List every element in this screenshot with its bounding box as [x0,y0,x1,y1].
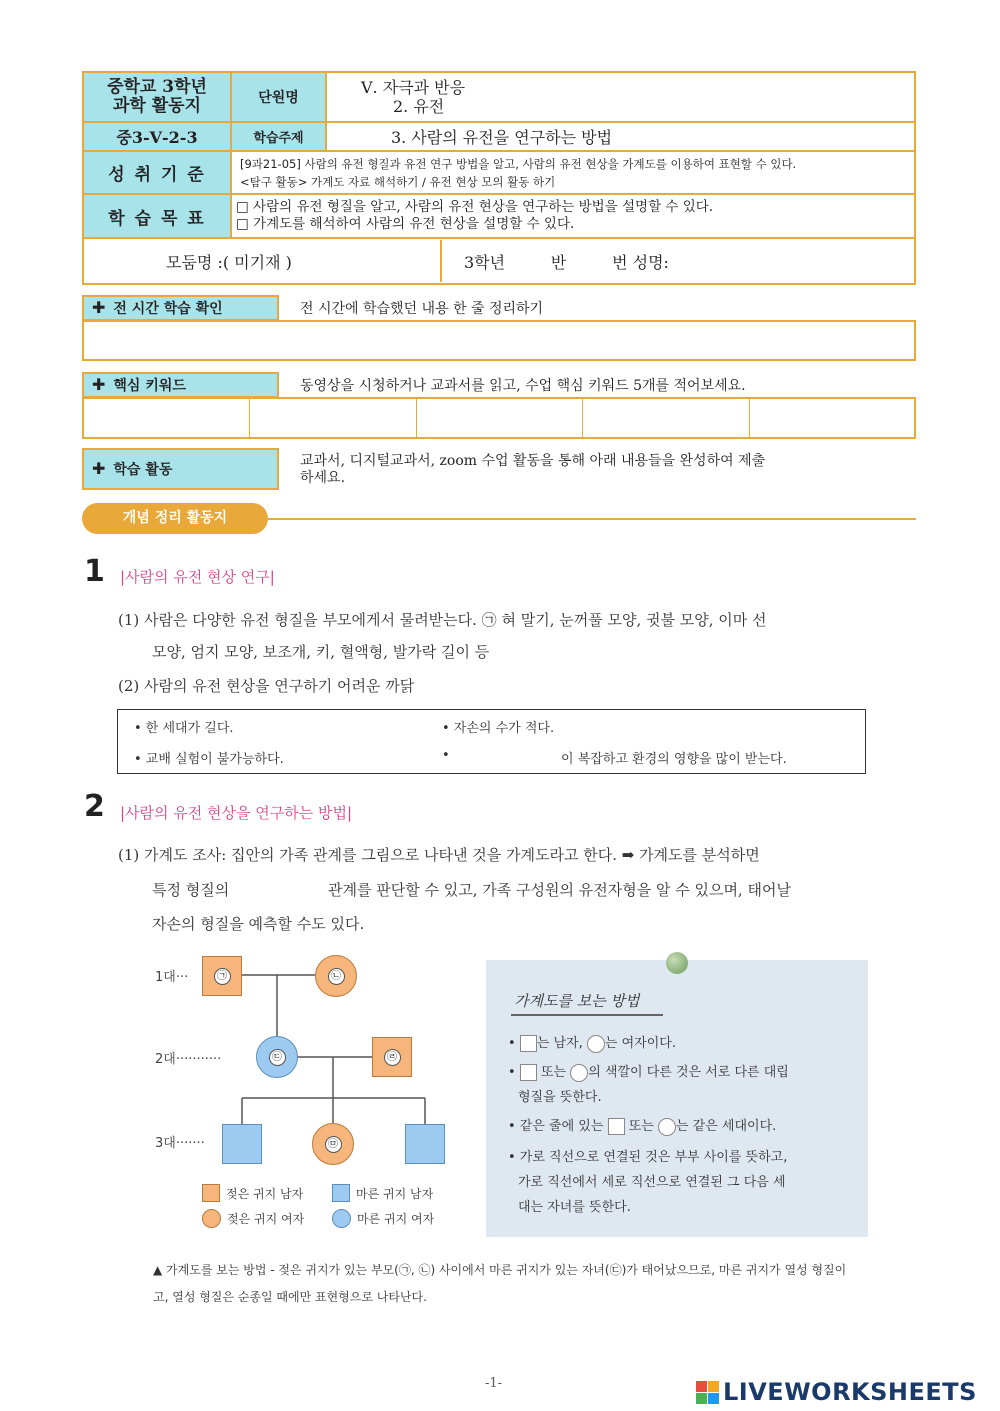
note-title: 가계도를 보는 방법 [514,992,640,1010]
topic-label: 학습주제 [231,122,326,151]
note-line-2b: 형질을 뜻한다. [518,1090,602,1105]
code-cell: 중3-Ⅴ-2-3 [83,122,231,151]
note-text: • 같은 줄에 있는 [508,1119,604,1134]
note-line-2 [508,1061,789,1082]
label-m1: ㉠ [214,968,231,985]
concept-banner: 개념 정리 활동지 [82,503,268,534]
part2-p1b-1: 특정 형질의 [152,881,230,899]
square-icon [520,1064,537,1081]
pedigree-female-2 [256,1036,298,1078]
note-line-3 [508,1115,776,1136]
note-text: 는 남자, [536,1036,583,1051]
label-g3: ㉤ [325,1136,342,1153]
pedigree-female-1 [315,955,357,997]
act-desc [300,453,914,487]
reason-4-blank[interactable] [454,744,560,766]
header-table [82,71,916,285]
act-desc-1: 교과서, 디지털교과서, zoom 수업 활동을 통해 아래 내용들을 완성하여 제출 [300,453,766,469]
brand-logo [696,1378,977,1406]
part1-p1b: 모양, 엄지 모양, 보조개, 키, 혈액형, 발가락 길이 등 [152,643,490,661]
brand-text: LIVEWORKSHEETS [723,1378,977,1406]
act-label-text: 학습 활동 [113,462,173,478]
legend-wet-male [202,1184,303,1202]
goal-1: □ 사람의 유전 형질을 알고, 사람의 유전 현상을 연구하는 방법을 설명할 수 있다. [236,199,714,215]
caption-line-1: ▲ 가계도를 보는 방법 - 젖은 귀지가 있는 부모(㉠, ㉡) 사이에서 마른 귀지가 있는 자녀(㉢)가 태어났으므로, 마른 귀지가 열성 형질이 [153,1263,847,1277]
keyword-input-4[interactable] [583,399,750,437]
bullet: • [508,1036,516,1051]
unit-sub: 2. 유전 [393,97,445,116]
legend-dry-male [332,1184,433,1202]
pedigree-male-3a [222,1124,262,1164]
goal-2: □ 가계도를 해석하여 사람의 유전 현상을 설명할 수 있다. [236,216,575,232]
bullet: • [508,1065,516,1080]
plus-icon: ✚ [92,298,106,317]
subject-text: 과학 활동지 [112,96,202,116]
unit-cell [326,72,915,122]
pedigree-male-1 [202,956,242,996]
prev-label-text: 전 시간 학습 확인 [113,301,223,317]
page-number: -1- [485,1376,503,1391]
act-label [82,448,279,490]
achieve-label: 성 취 기 준 [83,151,231,194]
part1-number: 1 [84,554,105,589]
reason-1: • 한 세대가 길다. [134,721,234,736]
prev-answer-box[interactable] [82,320,916,361]
legend-swatch [332,1184,350,1202]
part1-p1a: (1) 사람은 다양한 유전 형질을 부모에게서 물려받는다. ㉠ 혀 말기, 눈꺼풀 모양, 귓불 모양, 이마 선 [118,611,767,629]
note-title-underline [511,1014,663,1016]
note-line-4: • 가로 직선으로 연결된 것은 부부 사이를 뜻하고, [508,1150,788,1165]
kw-desc: 동영상을 시청하거나 교과서를 읽고, 수업 핵심 키워드 5개를 적어보세요. [300,378,746,394]
note-text: 는 같은 세대이다. [675,1119,777,1134]
circle-icon [570,1064,588,1082]
keyword-boxes [82,397,916,439]
keyword-input-5[interactable] [750,399,914,437]
school-cell [83,72,231,122]
kw-label-text: 핵심 키워드 [113,378,186,394]
pedigree-chart [150,950,460,1240]
prev-desc: 전 시간에 학습했던 내용 한 줄 정리하기 [300,301,544,317]
pedigree-male-3b [405,1124,445,1164]
part2-p1b-2: 관계를 판단할 수 있고, 가족 구성원의 유전자형을 알 수 있으며, 태어날 [328,881,791,899]
note-text: 는 여자이다. [604,1036,676,1051]
reason-4-text: 이 복잡하고 환경의 영향을 많이 받는다. [561,752,787,767]
topic-text: 3. 사람의 유전을 연구하는 방법 [326,122,915,151]
unit-label: 단원명 [231,72,326,122]
banner-line [268,518,916,520]
part2-title: |사람의 유전 현상을 연구하는 방법| [120,804,353,822]
part2-blank[interactable] [250,876,324,900]
student-info[interactable]: 3학년 반 번 성명: [464,252,669,272]
part2-p1a: (1) 가계도 조사: 집안의 가족 관계를 그림으로 나타낸 것을 가계도라고 한다. ➡ 가계도를 분석하면 [118,846,760,864]
square-icon [520,1035,537,1052]
label-c1: ㉢ [269,1049,286,1066]
brand-icon [696,1381,719,1404]
square-icon [608,1118,625,1135]
reason-2: • 자손의 수가 적다. [442,721,555,736]
keyword-input-1[interactable] [84,399,250,437]
note-line-4b: 가로 직선에서 세로 직선으로 연결된 그 다음 세 [518,1175,786,1190]
plus-icon: ✚ [92,375,106,394]
legend-swatch [202,1184,220,1202]
reason-4-bullet: • [442,748,450,763]
caption-line-2: 고, 열성 형질은 순종일 때에만 표현형으로 나타난다. [153,1290,427,1304]
achieve-2: <탐구 활동> 가계도 자료 해석하기 / 유전 현상 모의 활동 하기 [240,174,556,189]
legend-text: 젖은 귀지 여자 [227,1212,305,1226]
label-s1: ㉣ [384,1049,401,1066]
legend-wet-female [202,1209,304,1228]
gen3-label: 3대······· [155,1136,205,1151]
unit-title: Ⅴ. 자극과 반응 [361,78,466,97]
note-line-1 [508,1032,676,1053]
legend-swatch [202,1209,221,1228]
achieve-1: [9과21-05] 사람의 유전 형질과 유전 연구 방법을 알고, 사람의 유전 현상을 가계도를 이용하여 표현할 수 있다. [240,156,797,171]
part1-title: |사람의 유전 현상 연구| [120,568,275,586]
legend-dry-female [332,1209,434,1228]
goal-label: 학 습 목 표 [83,194,231,238]
act-desc-2: 하세요. [300,470,346,486]
pedigree-guide-note [486,960,868,1237]
pedigree-male-2 [372,1037,412,1077]
legend-text: 마른 귀지 여자 [357,1212,435,1226]
school-text: 중학교 3학년 [107,77,207,97]
reasons-box [117,709,866,774]
part2-number: 2 [84,789,105,824]
prev-label [82,295,279,321]
note-text: 또는 [628,1119,654,1134]
name-row [83,238,915,284]
achieve-cell [231,151,915,194]
goal-cell [231,194,915,238]
reason-3: • 교배 실험이 불가능하다. [134,752,284,767]
keyword-input-2[interactable] [250,399,417,437]
note-text: 또는 [540,1065,567,1080]
note-text: 의 색깔이 다른 것은 서로 다른 대립 [588,1065,789,1080]
group-name[interactable]: 모둠명 :( 미기재 ) [84,240,442,282]
circle-icon [587,1035,605,1053]
pin-icon [666,952,688,974]
gen2-label: 2대··········· [155,1052,222,1067]
part2-p1c: 자손의 형질을 예측할 수도 있다. [152,915,365,933]
gen1-label: 1대··· [155,970,189,985]
plus-icon: ✚ [92,459,106,478]
legend-swatch [332,1209,351,1228]
legend-text: 젖은 귀지 남자 [226,1186,304,1201]
kw-label [82,372,279,398]
note-line-4c: 대는 자녀를 뜻한다. [518,1200,631,1215]
legend-text: 마른 귀지 남자 [356,1186,434,1201]
circle-icon [658,1118,676,1136]
keyword-input-3[interactable] [417,399,583,437]
pedigree-female-3 [312,1123,354,1165]
label-f1: ㉡ [328,968,345,985]
part1-p2: (2) 사람의 유전 현상을 연구하기 어려운 까닭 [118,677,415,695]
